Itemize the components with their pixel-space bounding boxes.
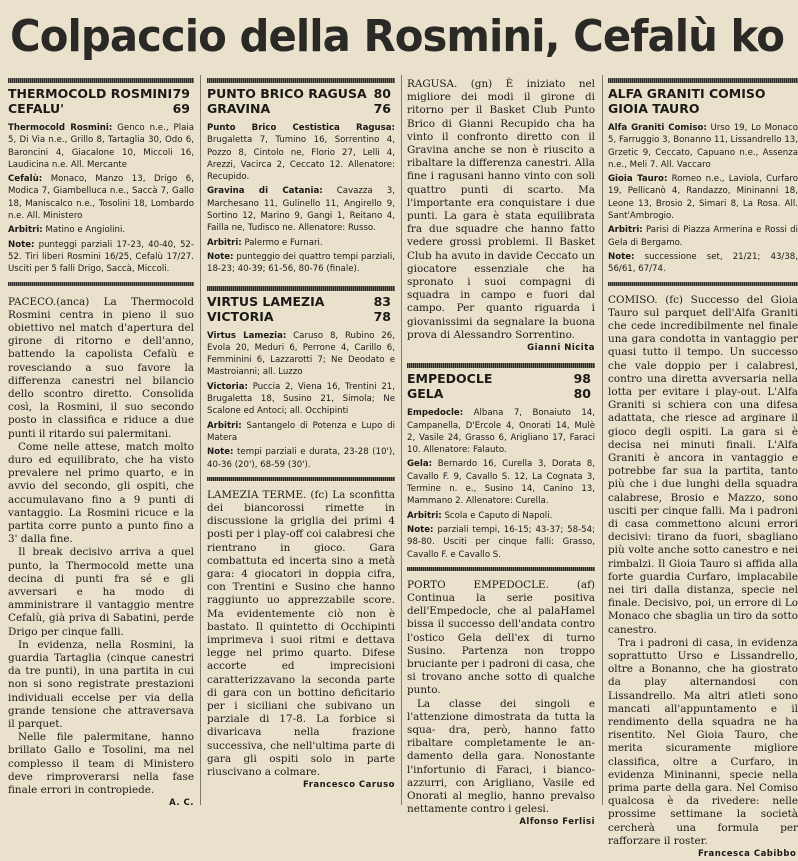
team-name: EMPEDOCLE: [407, 371, 493, 387]
scorebox-empedocle-gela: [407, 363, 595, 571]
team-name: GELA: [407, 386, 444, 402]
box-line: Arbitri: Palermo e Furnari.: [207, 237, 323, 248]
team-name: VIRTUS LAMEZIA: [207, 293, 325, 309]
box-line: Virtus Lamezia: Caruso 8, Rubino 26, Evola 20, Meduri 6, Perrone 4, Carillo 6, Femminini 6, Lazzarotti 7; Ne Deodato e Mastroianni; all. Luzzo: [207, 330, 396, 378]
article-paragraph: PORTO EMPEDOCLE. (af) Continua la serie positiva dell'Empedocle, che al palaHamel bissa il successo dell'andata contro l'ostico Gela dell'ex di turno Susino. Partenza non troppo bruciante per i padroni di casa, che si trovano anche sotto di qualche punto.: [407, 578, 595, 697]
team-name: CEFALU': [8, 101, 64, 116]
team-score: 80: [573, 386, 591, 402]
box-line: Note: punteggio dei quattro tempi parziali, 18-23; 40-39; 61-56, 80-76 (finale).: [207, 251, 395, 275]
article-paragraph: PACECO.(anca) La Thermocold Rosmini centra in pieno il suo obiettivo nel match d'apertura del girone di ritorno e dell'anno, battendo la capolista Cefalù e rovesciando a suo favore la differenza canestri nel bilancio dello scontro diretto. Consolida così, la Rosmini, il suo secondo posto in classifica e riduce a due punti il ritardo sui palermitani.: [8, 295, 194, 440]
team-score: 78: [373, 308, 391, 324]
scorebox-rule: [608, 78, 798, 83]
box-line: Note: punteggi parziali 17-23, 40-40, 52-52. Tiri liberi Rosmini 16/25, Cefalù 17/27. Usciti per 5 falli Drigo, Saccà, Miccoli.: [8, 239, 195, 275]
scorebox-details: [608, 122, 798, 276]
box-line: Punto Brico Cestistica Ragusa: Brugaletta 7, Tumino 16, Sorrentino 4, Pozzo 8, Cintolo ne, Florio 27, Lelli 4, Arezzi, Vacirca 2, Ceccato 12. Allenatore: Recupido.: [207, 123, 395, 183]
scorebox-rule: [207, 286, 395, 291]
column-divider: [401, 75, 402, 805]
scorebox-team-row: [207, 309, 395, 324]
box-line: Arbitri: Santangelo di Potenza e Lupo di Matera: [207, 420, 395, 443]
team-name: PUNTO BRICO RAGUSA: [207, 86, 367, 101]
scorebox-team-row: [8, 101, 194, 116]
team-score: 76: [373, 101, 391, 116]
scorebox-lamezia-victoria: [207, 286, 395, 481]
page-headline: Colpaccio della Rosmini, Cefalù ko: [10, 11, 785, 62]
scorebox-ragusa-gravina: [207, 78, 395, 276]
article-paragraph: Come nelle attese, match molto duro ed equilibrato, che ha visto prevalere nel primo quarto, e in avvio del secondo, gli ospiti, che accumulavano fino a 9 punti di vantaggio. La Rosmini ricuce e la partita corre punto a punto fino a 3' dalla fine.: [8, 440, 194, 546]
box-line: Note: tempi parziali e durata, 23-28 (10'), 40-36 (20'), 68-59 (30').: [207, 447, 395, 470]
scorebox-details: [207, 122, 395, 276]
article-comiso: [608, 294, 798, 861]
column-2: [207, 78, 395, 808]
team-score: 79: [172, 86, 190, 101]
scorebox-team-row: [608, 86, 798, 101]
box-line: Arbitri: Parisi di Piazza Armerina e Rossi di Gela di Bergamo.: [608, 225, 798, 248]
scorebox-comiso-gioiatauro: [608, 78, 798, 286]
article-lamezia: [207, 489, 395, 793]
scorebox-team-row: [207, 294, 395, 309]
article-empedocle: [407, 579, 595, 830]
scorebox-rule: [8, 78, 194, 83]
scorebox-rosmini-cefalu: [8, 78, 194, 286]
team-name: ALFA GRANITI COMISO: [608, 86, 766, 101]
article-paragraph: La classe dei singoli e l'attenzione dimostrata da tutta la squa- dra, però, hanno fatto ribaltare completamente le an- damento della gara. Nonostante l'infortunio di Faraci, i bianco-azzurri, con Arigliano, Vasile ed Onorati al meglio, hanno prevalso nettamente contro i gelesi.: [407, 697, 595, 816]
article-ragusa: [407, 78, 595, 355]
article-paragraph: COMISO. (fc) Successo del Gioia Tauro sul parquet dell'Alfa Graniti che cede incredibilmente nel finale una gara condotta in vantaggio per quasi tutto il tempo. Un successo che vale doppio per i calabresi, contro una diretta avversaria nella lotta per evitare i play-out. L'Alfa Graniti si schiera con una difesa adattata, che riesce ad arginare il gioco degli ospiti. La gara si è decisa nei minuti finali. L'Alfa Graniti è ancora in vantaggio e potrebbe far sua la partita, tanto più che i due lunghi della squadra calabrese, Brosio e Mazzo, sono usciti per cinque falli. Ma i padroni di casa commettono alcuni errori decisivi: tirano da fuori, sbagliano più volte anche sotto canestro e nei rimbalzi. Il Gioia Tauro si affida alla forte guardia Curfaro, implacabile nei tiri dalla distanza, specie nel finale. Decisivo, poi, un errore di Lo Monaco che sbaglia un tiro da sotto canestro.: [608, 293, 798, 636]
article-paragraph: RAGUSA. (gn) È iniziato nel migliore dei modi il girone di ritorno per il Basket Club Punto Brico di Gianni Recupido cha ha vinto il confronto diretto con il Gravina anche se non è riuscito a ribaltare la differenza canestri. Alla fine i ragusani hanno vinto con soli quattro punti di scarto. Ma l'importante era conquistare i due punti. La gara è stata equilibrata fra due squadre che hanno fatto vedere grossi problemi. Il Basket Club ha avuto in davide Ceccato un giocatore essenziale che ha spronato i suoi compagni di squadra in campo e fuori dal campo. Per quanto riguarda i giovanissimi da segnalare la buona prova di Alessandro Sorrentino.: [407, 78, 595, 341]
box-line: Gela: Bernardo 16, Curella 3, Dorata 8, Cavallo F. 9, Cavallo S. 12, La Cognata 3, Termine n. e., Susino 14, Canino 13, Mammano 2. Allenatore: Curella.: [407, 459, 596, 507]
column-4: [608, 78, 798, 860]
box-line: Gravina di Catania: Cavazza 3, Marchesano 11, Gulinello 11, Angirello 9, Sortino 12, Marino 9, Gangi 1, Reitano 4, Failla ne, Tudisco ne. Allenatore: Russo.: [207, 186, 396, 234]
scorebox-team-row: [407, 371, 595, 386]
box-line: Cefalù: Monaco, Manzo 13, Drigo 6, Modica 7, Giambelluca n.e., Saccà 7, Gallo 18, Maniscalco n.e., Tosolini 18, Lombardo n.e. All. Ministero: [8, 174, 194, 222]
article-paragraph: Nelle file palermitane, hanno brillato Gallo e Tosolini, ma nel complesso il team di Ministero deve rimproverarsi nella fase finale errori in contropiede.: [8, 731, 194, 797]
article-paragraph: Il break decisivo arriva a quel punto, la Thermocold mette una decina di punti fra sé e gli avversari e ha modo di amministrare il vantaggio mentre Cefalù, già priva di Sabatini, perde Drigo per cinque falli.: [8, 546, 194, 638]
scorebox-rule: [608, 282, 798, 286]
column-3: [407, 78, 596, 828]
box-line: Note: successione set, 21/21; 43/38, 56/61, 67/74.: [608, 251, 798, 275]
scorebox-team-row: [8, 86, 194, 101]
scorebox-team-row: [407, 386, 595, 401]
article-signature: Gianni Nicita: [527, 343, 595, 354]
scorebox-rule: [207, 78, 395, 83]
article-paragraph: In evidenza, nella Rosmini, la guardia Tartaglia (cinque canestri da tre punti), in una partita in cui non si sono registrate prestazioni individuali eccelse per via della grande tensione che attraversava il parquet.: [8, 638, 194, 731]
box-line: Victoria: Puccia 2, Viena 16, Trentini 21, Brugaletta 18, Susino 21, Simola; Ne Scalone ed Antoci; all. Occhipinti: [207, 381, 395, 417]
scorebox-rule: [407, 567, 595, 571]
team-score: 80: [373, 86, 391, 101]
team-name: VICTORIA: [207, 308, 274, 324]
box-line: Arbitri: Scola e Caputo di Napoli.: [407, 510, 553, 521]
box-line: Thermocold Rosmini: Genco n.e., Plaia 5, Di Via n.e., Grillo 8, Tartaglia 30, Odo 6, Baroncini 4, Giacalone 10, Miccoli 16, Laudicina n.e. All. Mercante: [8, 123, 195, 170]
box-line: Note: parziali tempi, 16-15; 43-37; 58-54; 98-80. Usciti per cinque falli: Grasso, Cavallo F. e Cavallo S.: [407, 524, 595, 560]
article-signature: Francesca Cabibbo: [698, 849, 797, 860]
scorebox-details: [407, 407, 595, 561]
article-signature: Francesco Caruso: [302, 780, 395, 791]
scorebox-team-row: [207, 101, 395, 116]
team-score: 83: [373, 293, 391, 309]
team-name: GRAVINA: [207, 101, 271, 116]
scorebox-team-row: [207, 86, 395, 101]
team-score: 98: [573, 371, 591, 387]
article-paragraph: Tra i padroni di casa, in evidenza soprattutto Urso e Lissandrello, oltre a Bonanno, che ha giostrato da play alternandosi con Lissandrello. Ma altri atleti sono mancati all'appuntamento e il rendimento della squadra ne ha risentito. Nel Gioia Tauro, che merita sicuramente migliore classifica, oltre a Curfaro, in evidenza Mininanni, specie nella prima parte della gara. Nel Comiso qualcosa è da rivedere: nelle prossime settimane la società cercherà una formula per rafforzare il roster.: [608, 636, 798, 847]
article-paceco: [8, 296, 194, 811]
team-name: GIOIA TAURO: [608, 101, 700, 116]
box-line: Empedocle: Albana 7, Bonaiuto 14, Campanella, D'Ercole 4, Onorati 14, Mulè 2, Vasile 24, Grasso 6, Arigliano 17, Faraci 10. Allenatore: Falauto.: [407, 408, 595, 456]
team-score: 69: [172, 101, 190, 116]
scorebox-rule: [407, 363, 595, 368]
box-line: Alfa Graniti Comiso: Urso 19, Lo Monaco 5, Farruggio 3, Bonanno 11, Lissandrello 13, Grzetic 9, Ceccato, Capuano n.e., Assenza n.e., Meli 7. All. Vaccaro: [608, 123, 798, 170]
team-score: [794, 101, 798, 116]
scorebox-team-row: [608, 101, 798, 116]
column-divider: [200, 75, 201, 805]
scorebox-details: [8, 122, 194, 276]
box-line: Arbitri: Matino e Angiolini.: [8, 225, 126, 236]
column-divider: [602, 75, 603, 805]
team-name: THERMOCOLD ROSMINI: [8, 86, 173, 101]
scorebox-rule: [8, 282, 194, 286]
article-paragraph: LAMEZIA TERME. (fc) La sconfitta dei biancorossi rimette in discussione la griglia dei primi 4 posti per i play-off coi calabresi che rientrano in gioco. Gara combattuta ed incerta sino a metà gara: 4 giocatori in doppia cifra, con Trentini e Susino che hanno raggiunto uo apprezzabile score. Ma evidentemente ciò non è bastato. Il quintetto di Occhipinti imprimeva i suoi ritmi e dettava legge nel primo quarto. Difese accorte ed imprecisioni caratterizzavano la seconda parte di gara con un bottino deficitario per i siciliani che subivano un parziale di 17-8. La forbice si divaricava nella frazione successiva, che nell'ultima parte di gara gli ospiti solo in parte riuscivano a colmare.: [207, 488, 395, 779]
team-score: [794, 86, 798, 101]
scorebox-rule: [207, 477, 395, 481]
scorebox-details: [207, 330, 395, 471]
box-line: Gioia Tauro: Romeo n.e., Laviola, Curfaro 19, Pellicanò 4, Randazzo, Mininanni 18, Leone 13, Brosio 2, Simari 8, La Rosa. All. Sant'Ambrogio.: [608, 174, 798, 222]
column-1: [8, 78, 194, 808]
article-signature: Alfonso Ferlisi: [519, 817, 595, 828]
article-signature: A. C.: [169, 798, 194, 809]
